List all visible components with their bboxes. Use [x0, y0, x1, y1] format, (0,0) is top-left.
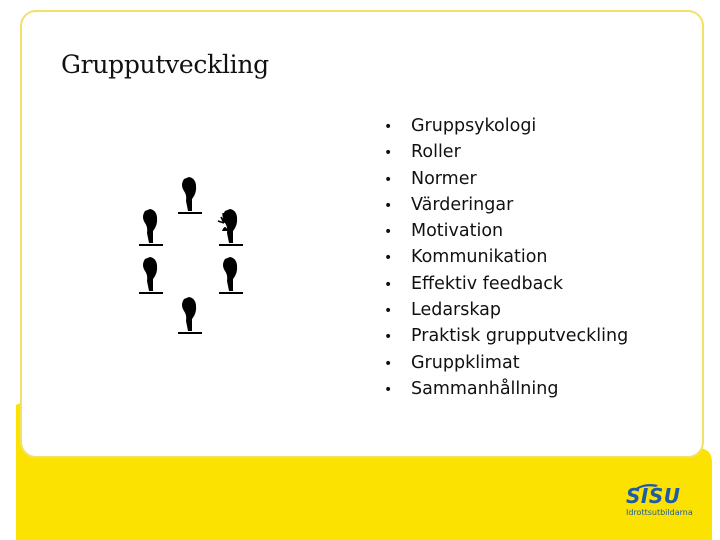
slide-title: Grupputveckling — [61, 50, 269, 79]
bullet-text: Sammanhållning — [411, 378, 559, 399]
bullet-item — [384, 166, 628, 192]
bullet-dot: • — [384, 276, 393, 293]
person-figure-with-plant-icon — [218, 209, 243, 246]
bullet-list — [384, 113, 628, 402]
person-figure-icon — [139, 209, 163, 246]
bullet-dot: • — [384, 171, 393, 188]
bullet-dot: • — [384, 303, 393, 320]
bullet-item — [384, 323, 628, 349]
bullet-item — [384, 218, 628, 244]
bullet-text: Gruppklimat — [411, 352, 520, 373]
bullet-item — [384, 244, 628, 270]
bullet-text: Praktisk grupputveckling — [411, 326, 629, 347]
bullet-text: Normer — [411, 168, 477, 189]
person-figure-icon — [178, 177, 202, 214]
bullet-dot: • — [384, 197, 393, 214]
person-figure-icon — [139, 257, 163, 294]
bullet-text: Motivation — [411, 221, 504, 242]
bullet-dot: • — [384, 329, 393, 346]
bullet-text: Roller — [411, 142, 461, 163]
sisu-logo — [620, 482, 710, 522]
bullet-item — [384, 376, 628, 402]
bullet-text: Värderingar — [411, 194, 514, 215]
bullet-dot: • — [384, 224, 393, 241]
group-figures-illustration — [135, 175, 260, 345]
bullet-dot: • — [384, 119, 393, 135]
bullet-item — [384, 297, 628, 323]
bullet-dot: • — [384, 145, 393, 162]
person-figure-icon — [219, 257, 243, 294]
logo-tagline: Idrottsutbildarna — [626, 508, 693, 517]
bullet-item — [384, 271, 628, 297]
bullet-text: Ledarskap — [411, 300, 502, 321]
bullet-text: Gruppsykologi — [411, 116, 537, 136]
logo-wordmark: SISU — [626, 484, 681, 508]
bullet-text: Effektiv feedback — [411, 273, 564, 294]
bullet-item — [384, 113, 628, 139]
bullet-dot: • — [384, 381, 393, 398]
bullet-item — [384, 350, 628, 376]
bullet-item — [384, 139, 628, 165]
bullet-text: Kommunikation — [411, 247, 548, 268]
bullet-dot: • — [384, 250, 393, 267]
bullet-item — [384, 192, 628, 218]
person-figure-icon — [178, 297, 202, 334]
bullet-dot: • — [384, 355, 393, 372]
